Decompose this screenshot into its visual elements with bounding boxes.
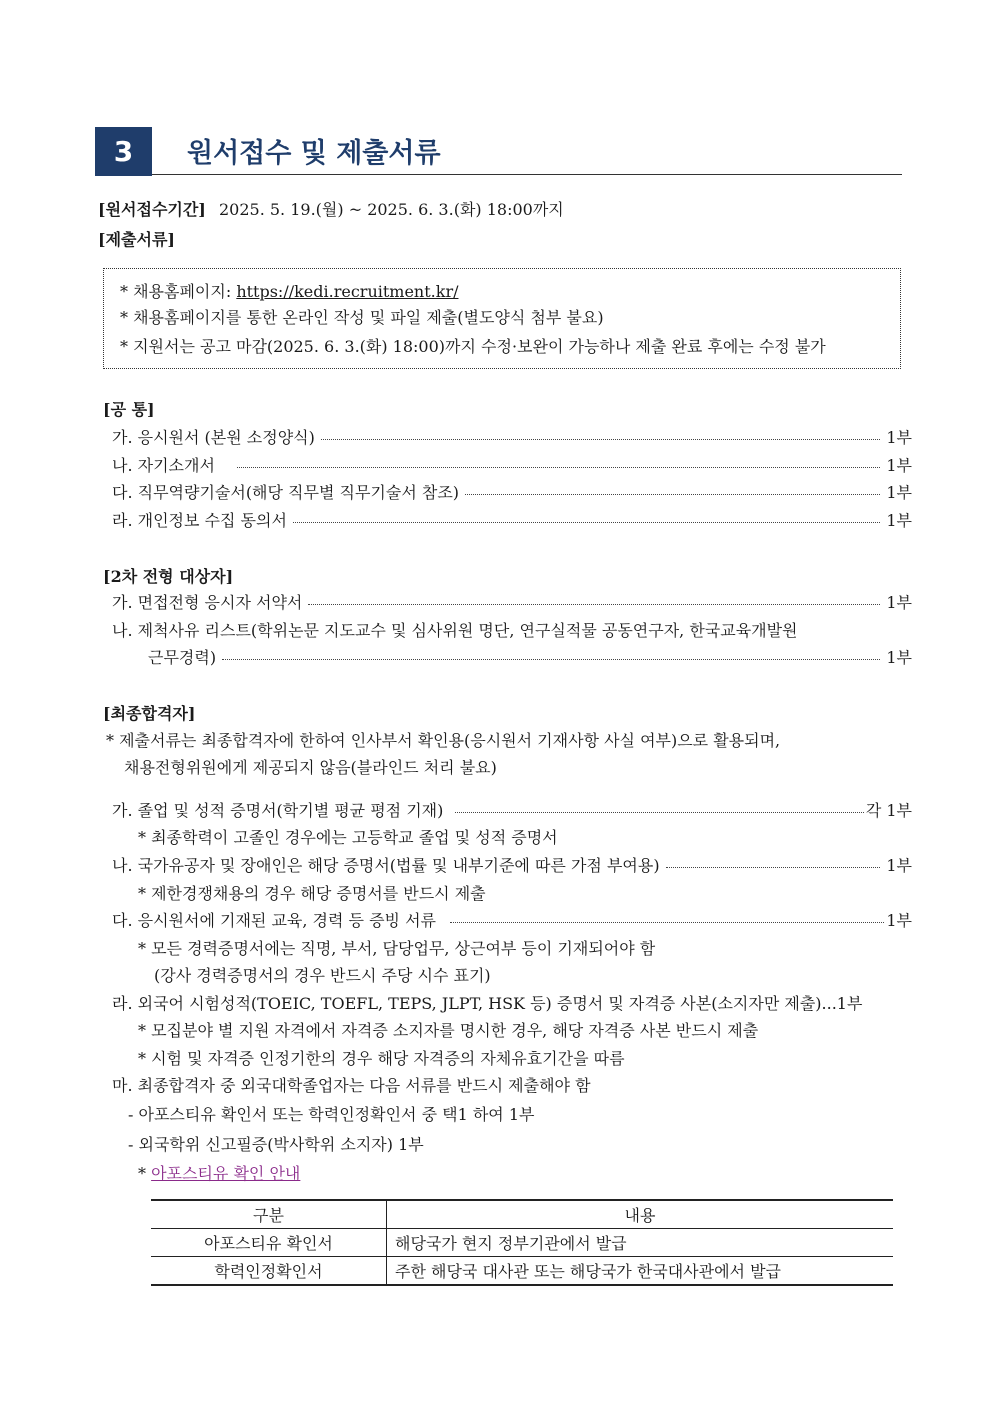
list-subitem: - 외국학위 신고필증(박사학위 소지자) 1부 [128, 1135, 424, 1154]
table-cell: 학력인정확인서 [151, 1257, 387, 1286]
list-note: (강사 경력증명서의 경우 반드시 주당 시수 표기) [154, 966, 491, 985]
final-intro-continued: 채용전형위원에게 제공되지 않음(블라인드 처리 불요) [124, 758, 497, 777]
application-period [98, 200, 564, 220]
table-row [151, 1257, 893, 1286]
homepage-link[interactable]: https://kedi.recruitment.kr/ [236, 282, 459, 301]
period-label: [원서접수기간] [98, 200, 206, 219]
apostille-guide-link[interactable]: 아포스티유 확인 안내 [151, 1164, 301, 1183]
list-note: * 제한경쟁채용의 경우 해당 증명서를 반드시 제출 [138, 884, 486, 903]
list-item: 다. 직무역량기술서(해당 직무별 직무기술서 참조) 1부 [112, 483, 912, 502]
homepage-note: * 채용홈페이지: https://kedi.recruitment.kr/ [120, 282, 459, 301]
common-heading: [공 통] [103, 400, 155, 419]
section-underline [152, 174, 902, 175]
table-header: 구분 [151, 1200, 387, 1229]
table-row [151, 1229, 893, 1257]
table-header: 내용 [387, 1200, 894, 1229]
list-item: 가. 졸업 및 성적 증명서(학기별 평균 평점 기재) 각 1부 [112, 801, 912, 820]
documents-label: [제출서류] [98, 230, 175, 249]
table-header-row [151, 1200, 893, 1229]
table-cell: 아포스티유 확인서 [151, 1229, 387, 1257]
list-item: 나. 자기소개서 1부 [112, 456, 912, 475]
list-item: 라. 외국어 시험성적(TOEIC, TOEFL, TEPS, JLPT, HSK 등) 증명서 및 자격증 사본(소지자만 제출)...1부 [112, 994, 863, 1013]
list-note: * 시험 및 자격증 인정기한의 경우 해당 자격증의 자체유효기간을 따름 [138, 1049, 625, 1068]
list-item: 나. 국가유공자 및 장애인은 해당 증명서(법률 및 내부기준에 따른 가점 부여용) 1부 [112, 856, 912, 875]
list-subitem: - 아포스티유 확인서 또는 학력인정확인서 중 택1 하여 1부 [128, 1105, 535, 1124]
edit-deadline-note: * 지원서는 공고 마감(2025. 6. 3.(화) 18:00)까지 수정·보완이 가능하나 제출 완료 후에는 수정 불가 [120, 337, 826, 356]
list-item-continued: 근무경력) 1부 [148, 648, 912, 667]
table-cell: 해당국가 현지 정부기관에서 발급 [387, 1229, 894, 1257]
list-item: 가. 응시원서 (본원 소정양식) 1부 [112, 428, 912, 447]
list-note: * 최종학력이 고졸인 경우에는 고등학교 졸업 및 성적 증명서 [138, 828, 558, 847]
apostille-table [151, 1199, 893, 1286]
list-note: * 모집분야 별 지원 자격에서 자격증 소지자를 명시한 경우, 해당 자격증 사본 반드시 제출 [138, 1021, 759, 1040]
apostille-guide: * 아포스티유 확인 안내 [138, 1164, 301, 1183]
period-value: 2025. 5. 19.(월) ~ 2025. 6. 3.(화) 18:00까지 [218, 200, 564, 219]
list-item: 나. 제척사유 리스트(학위논문 지도교수 및 심사위원 명단, 연구실적물 공동연구자, 한국교육개발원 [112, 621, 798, 640]
section-title: 원서접수 및 제출서류 [187, 138, 441, 169]
list-item: 다. 응시원서에 기재된 교육, 경력 등 증빙 서류 1부 [112, 911, 912, 930]
section-number: 3 [95, 127, 152, 176]
list-item: 라. 개인정보 수집 동의서 1부 [112, 511, 912, 530]
online-submit-note: * 채용홈페이지를 통한 온라인 작성 및 파일 제출(별도양식 첨부 불요) [120, 308, 604, 327]
table-cell: 주한 해당국 대사관 또는 해당국가 한국대사관에서 발급 [387, 1257, 894, 1286]
final-heading: [최종합격자] [103, 704, 196, 723]
second-stage-heading: [2차 전형 대상자] [103, 567, 234, 586]
final-intro: * 제출서류는 최종합격자에 한하여 인사부서 확인용(응시원서 기재사항 사실 여부)으로 활용되며, [106, 731, 781, 750]
list-item: 마. 최종합격자 중 외국대학졸업자는 다음 서류를 반드시 제출해야 함 [112, 1076, 591, 1095]
list-item: 가. 면접전형 응시자 서약서 1부 [112, 593, 912, 612]
list-note: * 모든 경력증명서에는 직명, 부서, 담당업무, 상근여부 등이 기재되어야 함 [138, 939, 656, 958]
